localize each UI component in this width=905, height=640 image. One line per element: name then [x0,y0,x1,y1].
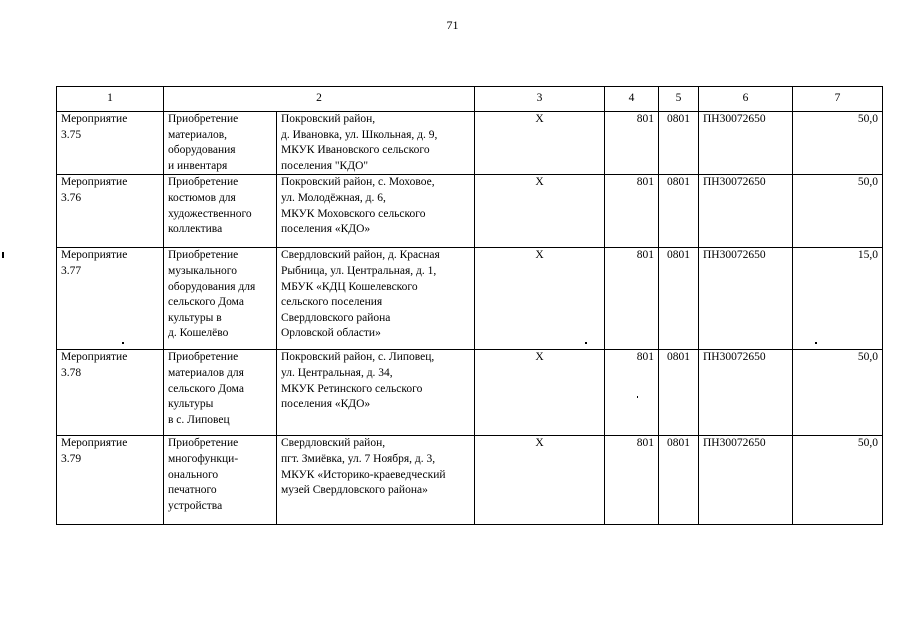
col4-cell: 801 [605,112,659,175]
header-cell-7: 7 [793,87,883,112]
item-line: устройства [168,499,223,512]
item-line: сельского Дома [168,382,244,395]
item-line: онального [168,468,219,481]
scan-speck [122,342,124,344]
item-line: культуры в [168,311,222,324]
address-line: ул. Молодёжная, д. 6, [281,191,386,204]
col4-cell: 801 [605,436,659,525]
address-line: музей Свердловского района» [281,484,428,497]
address-cell [277,175,475,248]
item-cell [164,112,277,175]
header-cell-6: 6 [699,87,793,112]
item-cell [164,175,277,248]
col5-cell: 0801 [659,436,699,525]
header-cell-1: 1 [57,87,164,112]
item-cell [164,350,277,436]
item-line: Приобретение [168,176,239,189]
address-cell [277,112,475,175]
address-line: Покровский район, [281,113,376,125]
item-line: культуры [168,398,214,411]
address-line: поселения "КДО" [281,159,369,172]
item-line: Приобретение [168,437,239,450]
col6-cell: ПН30072650 [699,175,793,248]
item-line: коллектива [168,223,223,236]
item-line: оборудования [168,144,236,157]
col3-cell: Х [475,112,605,175]
event-number: 3.76 [61,191,82,204]
event-cell [57,350,164,436]
table-row [57,436,883,525]
header-row [57,87,883,112]
col4-cell: 801 [605,350,659,436]
col6-cell: ПН30072650 [699,350,793,436]
col4-cell: 801 [605,175,659,248]
event-label: Мероприятие [61,249,128,262]
col6-cell: ПН30072650 [699,112,793,175]
address-cell [277,350,475,436]
address-line: ул. Центральная, д. 34, [281,366,393,379]
col3-cell: Х [475,175,605,248]
item-line: Приобретение [168,351,239,364]
address-line: Свердловского района [281,311,391,324]
event-label: Мероприятие [61,113,128,125]
address-line: поселения «КДО» [281,223,371,236]
header-cell-3: 3 [475,87,605,112]
address-line: Покровский район, с. Моховое, [281,176,435,189]
address-line: Рыбница, ул. Центральная, д. 1, [281,264,437,277]
event-number: 3.78 [61,366,82,379]
event-number: 3.75 [61,128,82,141]
event-cell [57,112,164,175]
header-cell-4: 4 [605,87,659,112]
event-cell [57,248,164,350]
item-line: оборудования для [168,280,256,293]
scan-speck [815,342,817,344]
table-row [57,248,883,350]
header-cell-2: 2 [164,87,475,112]
event-number: 3.79 [61,452,82,465]
item-line: материалов для [168,366,244,379]
address-cell [277,436,475,525]
col5-cell: 0801 [659,175,699,248]
item-line: в с. Липовец [168,413,230,426]
item-line: художественного [168,207,252,220]
event-label: Мероприятие [61,176,128,189]
col6-cell: ПН30072650 [699,248,793,350]
item-line: Приобретение [168,113,239,125]
address-line: сельского поселения [281,296,383,309]
col6-cell: ПН30072650 [699,436,793,525]
event-number: 3.77 [61,264,82,277]
address-line: Покровский район, с. Липовец, [281,351,435,364]
item-line: печатного [168,484,217,497]
col7-cell: 50,0 [793,112,883,175]
item-line: Приобретение [168,249,239,262]
item-line: музыкального [168,264,237,277]
page-number: 71 [446,18,459,32]
col7-cell: 50,0 [793,350,883,436]
col3-cell: Х [475,350,605,436]
table-row [57,350,883,436]
col5-cell: 0801 [659,350,699,436]
item-cell [164,248,277,350]
col7-cell: 50,0 [793,175,883,248]
budget-table [56,86,883,525]
col3-cell: Х [475,436,605,525]
item-line: многофункци- [168,452,239,465]
address-line: МКУК Моховского сельского [281,207,426,220]
address-line: д. Ивановка, ул. Школьная, д. 9, [281,128,438,141]
address-cell [277,248,475,350]
col7-cell: 50,0 [793,436,883,525]
address-line: Свердловский район, д. Красная [281,249,440,262]
scan-speck [637,396,638,398]
address-line: МБУК «КДЦ Кошелевского [281,280,418,293]
item-line: материалов, [168,128,228,141]
col4-cell: 801 [605,248,659,350]
event-label: Мероприятие [61,351,128,364]
item-line: и инвентаря [168,159,228,172]
address-line: МКУК Ивановского сельского [281,144,430,157]
item-cell [164,436,277,525]
item-line: костюмов для [168,191,236,204]
header-cell-5: 5 [659,87,699,112]
scan-speck [585,342,587,344]
col5-cell: 0801 [659,112,699,175]
address-line: Орловской области» [281,327,381,340]
item-line: д. Кошелёво [168,327,229,340]
address-line: МКУК «Историко-краеведческий [281,468,446,481]
table-row [57,112,883,175]
address-line: МКУК Ретинского сельского [281,382,423,395]
event-label: Мероприятие [61,437,128,450]
address-line: пгт. Змиёвка, ул. 7 Ноября, д. 3, [281,452,436,465]
table-row [57,175,883,248]
address-line: Свердловский район, [281,437,386,450]
col3-cell: Х [475,248,605,350]
scan-speck [2,252,4,258]
col5-cell: 0801 [659,248,699,350]
address-line: поселения «КДО» [281,398,371,411]
item-line: сельского Дома [168,296,244,309]
event-cell [57,175,164,248]
event-cell [57,436,164,525]
col7-cell: 15,0 [793,248,883,350]
